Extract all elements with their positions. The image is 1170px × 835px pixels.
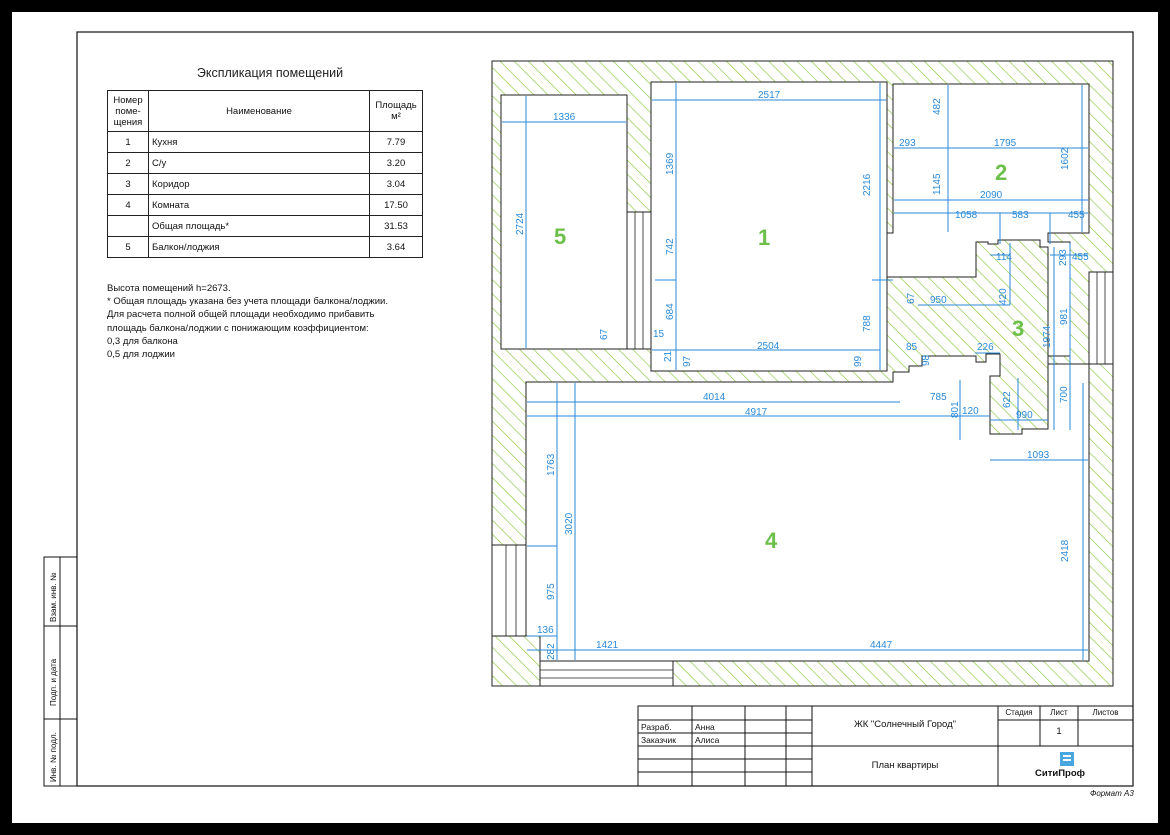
dim-label: 990	[1016, 410, 1033, 421]
stamp-role1: Разраб.	[641, 722, 672, 732]
dim-label: 1602	[1060, 147, 1071, 170]
cell-name: С/у	[149, 153, 370, 174]
dim-label: 114	[996, 252, 1012, 263]
cell-num: 1	[108, 132, 149, 153]
dim-label: 2090	[980, 190, 1003, 201]
dim-label: 788	[862, 315, 873, 332]
cell-area: 7.79	[370, 132, 423, 153]
dim-label: 785	[930, 392, 947, 403]
company-logo	[1060, 752, 1074, 766]
stamp-person2: Алиса	[695, 735, 720, 745]
stamp-sheet-header: Лист	[1050, 708, 1068, 717]
room-number: 4	[765, 528, 778, 553]
dim-label: 97	[682, 355, 693, 367]
stamp-sheet-value: 1	[1056, 726, 1062, 737]
dim-label: 15	[653, 329, 665, 340]
dim-label: 2504	[757, 341, 780, 352]
table-row	[108, 153, 423, 174]
cell-name: Балкон/лоджия	[149, 237, 370, 258]
room-number: 5	[554, 224, 567, 249]
dim-label: 455	[1068, 210, 1085, 221]
explication-table	[107, 90, 423, 258]
cell-area: 3.64	[370, 237, 423, 258]
walls	[492, 61, 1113, 686]
dim-label: 583	[1012, 210, 1029, 221]
stamp-project: ЖК "Солнечный Город"	[853, 719, 957, 730]
cell-name: Комната	[149, 195, 370, 216]
dim-label: 282	[546, 643, 557, 660]
cell-num: 2	[108, 153, 149, 174]
table-row	[108, 195, 423, 216]
dim-label: 2216	[862, 173, 873, 196]
dim-label: 1369	[665, 152, 676, 175]
drawing-sheet	[12, 12, 1158, 823]
dim-label: 1974	[1042, 325, 1053, 348]
dim-label: 1763	[546, 453, 557, 476]
dim-label: 293	[1058, 249, 1069, 266]
header-name: Наименование	[149, 91, 370, 132]
stamp-person1: Анна	[695, 722, 715, 732]
cell-area: 17.50	[370, 195, 423, 216]
table-row	[108, 237, 423, 258]
header-area: Площадь м²	[370, 91, 423, 132]
side-label: Взам. инв. №	[49, 572, 58, 622]
cell-name: Общая площадь*	[149, 216, 370, 237]
dim-label: 1145	[932, 173, 943, 195]
dim-label: 226	[977, 342, 994, 353]
dim-label: 4447	[870, 640, 893, 651]
dim-label: 1336	[553, 112, 576, 123]
dim-label: 2517	[758, 90, 781, 101]
dim-label: 700	[1059, 386, 1070, 403]
dim-label: 136	[537, 625, 554, 636]
cell-num	[108, 216, 149, 237]
dim-label: 3020	[564, 512, 575, 535]
dim-label: 99	[853, 355, 864, 367]
dim-label: 4014	[703, 392, 726, 403]
dim-label: 1058	[955, 210, 978, 221]
stamp-drawing: План квартиры	[871, 760, 939, 771]
explication-title: Экспликация помещений	[196, 66, 344, 80]
dim-label: 293	[899, 138, 916, 149]
table-row	[108, 216, 423, 237]
dim-label: 975	[546, 583, 557, 600]
room-number: 1	[758, 225, 771, 250]
dim-label: 2724	[515, 212, 526, 235]
dim-label: 2418	[1060, 539, 1071, 562]
dim-label: 455	[1072, 252, 1089, 263]
table-row	[108, 174, 423, 195]
dim-label: 67	[906, 292, 917, 304]
side-label: Подп. и дата	[49, 658, 58, 706]
side-label: Инв. № подл.	[49, 732, 58, 782]
dim-label: 742	[665, 238, 676, 255]
header-num: Номер поме-щения	[108, 91, 149, 132]
stamp-stage-header: Стадия	[1005, 708, 1033, 717]
stamp-company: СитиПроф	[1035, 768, 1085, 779]
dim-label: 420	[998, 288, 1009, 305]
dim-label: 622	[1002, 391, 1013, 408]
stamp-sheets-header: Листов	[1092, 708, 1119, 717]
dim-label: 21	[663, 350, 674, 362]
cell-num: 5	[108, 237, 149, 258]
dim-label: 1421	[596, 640, 619, 651]
cell-name: Коридор	[149, 174, 370, 195]
room-number: 3	[1012, 316, 1025, 341]
dim-label: 684	[665, 303, 676, 320]
dim-label: 950	[930, 295, 947, 306]
dim-label: 1093	[1027, 450, 1050, 461]
dim-label: 801	[950, 401, 961, 418]
dim-label: 85	[906, 342, 918, 353]
dim-label: 4917	[745, 407, 768, 418]
notes-text: Высота помещений h=2673. * Общая площадь указана без учета площади балкона/лоджии. Для расчета полной общей площади необходимо прибавить площадь балкона/лоджии с понижающим коэффициентом: 0,3 для балкона 0,5 для лоджии	[107, 283, 389, 361]
dim-label: 67	[599, 328, 610, 340]
cell-area: 31.53	[370, 216, 423, 237]
cell-area: 3.20	[370, 153, 423, 174]
dim-label: 482	[932, 98, 943, 115]
dim-label: 98	[921, 354, 932, 366]
room-number: 2	[995, 160, 1008, 185]
cell-area: 3.04	[370, 174, 423, 195]
stamp-role2: Заказчик	[641, 735, 676, 745]
dim-label: 981	[1059, 308, 1070, 325]
format-label: Формат А3	[1090, 789, 1134, 798]
dim-label: 1795	[994, 138, 1017, 149]
table-row	[108, 132, 423, 153]
dim-label: 120	[962, 406, 979, 417]
cell-num: 3	[108, 174, 149, 195]
cell-num: 4	[108, 195, 149, 216]
table-header-row	[108, 91, 423, 132]
cell-name: Кухня	[149, 132, 370, 153]
